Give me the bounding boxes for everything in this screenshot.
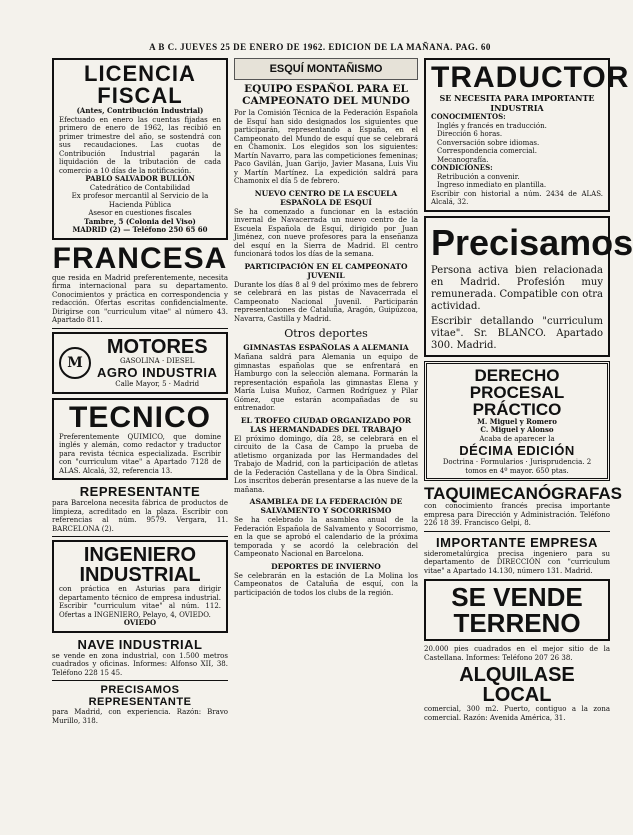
ad-motores — [52, 332, 228, 394]
ad-line: Inglés y francés en traducción. — [437, 121, 547, 130]
ad-traductor — [424, 58, 630, 212]
ad-derecho-procesal — [424, 361, 610, 482]
divider — [424, 531, 610, 532]
ad-author: M. Miguel y Romero — [477, 416, 557, 426]
column-center — [234, 58, 418, 827]
ad-title: Precisamos — [431, 221, 633, 263]
headline: EQUIPO ESPAÑOL PARA EL CAMPEONATO DEL MUNDO — [242, 83, 410, 107]
article-paragraph: Se ha celebrado la asamblea anual de la Federación Española de Salvamento y Socorrismo, en la que se aprobó el calendario de la próxima temporada y se acordó la celebración del Campeonato Nacional en Barcelona. — [234, 516, 418, 558]
ad-body: con práctica en Asturias para dirigir departamento técnico de empresa industrial. Escribir "curriculum vitae" al núm. 112. Ofertas a INGENIERO, Pelayo, 4, OVIEDO. — [59, 585, 221, 619]
ad-body: Escribir detallando "curriculum vitae". Sr. BLANCO. Apartado 300. Madrid. — [431, 315, 603, 351]
ad-nave-body: se vende en zona industrial, con 1.500 metros cuadrados y oficinas. Informes: Alfonso XII, 38. Teléfono 228 15 45. — [52, 651, 228, 677]
subheading: ASAMBLEA DE LA FEDERACIÓN DE SALVAMENTO Y SOCORRISMO — [249, 497, 403, 515]
ad-empresa-body: siderometalúrgica precisa ingeniero para su departamento de DIRECCIÓN con "curriculum vitae" a Apartado 14.130, número 131. Madrid. — [424, 549, 610, 575]
divider — [52, 328, 228, 329]
ad-line: Dirección 6 horas. — [437, 130, 503, 138]
ad-empresa-title: IMPORTANTE EMPRESA — [436, 534, 598, 550]
ad-line: Ingreso inmediato en plantilla. — [437, 181, 547, 189]
ad-line: Correspondencia comercial. — [437, 147, 537, 155]
section-title: Otros deportes — [284, 327, 368, 340]
ad-precisamos-rep-body: para Madrid, con experiencia. Razón: Bravo Murillo, 318. — [52, 708, 228, 725]
subheading: PARTICIPACIÓN EN EL CAMPEONATO JUVENIL — [244, 261, 408, 280]
subheading: EL TROFEO CIUDAD ORGANIZADO POR LAS HERMANDADES DEL TRABAJO — [240, 415, 412, 434]
ad-representante-title: REPRESENTANTE — [79, 484, 201, 499]
ad-francesa-body: que resida en Madrid preferentemente, necesita firma internacional para su departamento. Conocimientos y práctica en correspondencia y redacción. Ofertas escritas confidencialmente. Dirigirse con "curriculum vitae" al número 43. Apartado 811. — [52, 273, 228, 324]
ad-title: DERECHO PROCESAL PRÁCTICO — [469, 365, 565, 419]
ad-terreno-body: 20.000 pies cuadrados en el mejor sitio de la Castellana. Informes: Teléfono 207 26 38. — [424, 645, 610, 662]
article-paragraph: Por la Comisión Técnica de la Federación Española de Esquí han sido designados los siguientes que participarán, representando a España, en el Campeonato del Mundo de esquí que se celebrará en Chamonix. Los elegidos son los siguientes: Martín Navarro, para las competiciones femeninas; Paco Gavilán, Juan Garijo, Javier Masana, Luis Viu y Martín Martínez. La expedición saldrá para Chamonix el día 5 de febrero. — [234, 109, 418, 185]
ad-local-body: comercial, 300 m2. Puerto, contiguo a la zona comercial. Razón: Avenida América, 31. — [424, 705, 610, 722]
subheading: GIMNASTAS ESPAÑOLAS A ALEMANIA — [243, 343, 409, 352]
ad-title: SE VENDE TERRENO — [451, 582, 583, 638]
ad-licencia-fiscal — [52, 58, 228, 240]
ad-line: Ex profesor mercantil al Servicio de la Hacienda Pública — [71, 192, 209, 209]
ad-precisamos-rep-title: PRECISAMOS REPRESENTANTE — [88, 684, 192, 708]
ad-tecnico — [52, 398, 228, 481]
ad-ingeniero — [52, 540, 228, 633]
article-paragraph: Mañana saldrá para Alemania un equipo de gimnastas españolas que se enfrentará en Hamburgo con la selección alemana. Formarán la representación española las gimnastas Elena y María Luisa Muñoz, Carmen Rodríguez y Pilar Gómez, que estarán acompañadas de su entrenador. — [234, 353, 418, 412]
ad-line: Mecanografía. — [437, 155, 489, 164]
column-right — [424, 58, 633, 827]
ad-title: TRADUCTOR — [431, 61, 630, 94]
ad-title: TECNICO — [69, 400, 211, 434]
ad-title: LICENCIA FISCAL — [84, 61, 196, 108]
divider — [52, 680, 228, 681]
ad-body: Doctrina · Formularios · Jurisprudencia. 2 tomos en 4º mayor. 650 ptas. — [442, 458, 592, 475]
page-header: A B C. JUEVES 25 DE ENERO DE 1962. EDICION DE LA MAÑANA. PAG. 60 — [149, 42, 491, 52]
ad-nave-title: NAVE INDUSTRIAL — [77, 636, 203, 652]
ad-body: Efectuado en enero las cuentas fijadas en primero de enero de 1962, las recibió en primer trimestre del año, se sostendrá con sus recaudaciones. Las cuotas de Contribución Industrial pagarán la liquidación de la tributación de cada comercio a 10 días de la notificación. — [59, 115, 221, 175]
ad-line: Retribución a convenir. — [437, 172, 520, 181]
ad-body: Persona activa bien relacionada en Madrid. Profesión muy remunerada. Compatible con otra actividad. — [431, 264, 603, 312]
ad-contact: PABLO SALVADOR BULLÓN — [85, 174, 195, 183]
ad-edition: DÉCIMA EDICIÓN — [459, 443, 575, 458]
article-paragraph: El próximo domingo, día 28, se celebrará en el circuito de la Casa de Campo la prueba de atletismo organizada por las Hermandades del Trabajo de Madrid, con la participación de atletas de la Federación Castellana y de la Obra Sindical. Los inscritos deberán presentarse a las nueve de la mañana. — [234, 434, 418, 494]
ad-title: INGENIERO INDUSTRIAL — [79, 544, 201, 586]
ad-title-2: AGRO INDUSTRIA — [97, 365, 218, 380]
ad-taquimeca-title: TAQUIMECANÓGRAFAS — [424, 484, 623, 503]
ad-subtitle: (Antes, Contribución Industrial) — [76, 106, 204, 115]
article-paragraph: Se ha comenzado a funcionar en la estación invernal de Navacerrada un nuevo centro de la Escuela Española de Esquí, dirigido por Juan Jiménez, con nueve profesores para la enseñanza del esquí en la Sierra de Madrid. El centro funcionará todos los días de la semana. — [234, 207, 418, 258]
ad-line: Escribir con historial a núm. 2434 de ALAS. Alcalá, 32. — [431, 189, 603, 206]
ad-body: Preferentemente QUIMICO, que domine inglés y alemán, como redactor y traductor para revista técnica especializada. Escribir con "curriculum vitae" a Apartado 7128 de ALAS. Alcalá, 32, referencia 13. — [59, 432, 221, 475]
motores-logo: M — [59, 347, 91, 379]
subheading: NUEVO CENTRO DE LA ESCUELA ESPAÑOLA DE ESQUÍ — [254, 188, 398, 207]
subheading: DEPORTES DE INVIERNO — [271, 561, 381, 571]
ad-title: MOTORES — [106, 335, 208, 358]
sports-banner: ESQUÍ MONTAÑISMO — [234, 58, 418, 80]
ad-taquimeca-body: con conocimiento francés precisa importante empresa para Dirección y Administración. Teléfono 226 18 39. Francisco Gelpi, 8. — [424, 502, 610, 527]
ad-precisamos — [424, 216, 633, 357]
ad-key: CONDICIONES: — [431, 163, 493, 172]
ad-address: Tambre, 5 (Colonia del Viso) — [84, 216, 196, 226]
article-paragraph: Durante los días 8 al 9 del próximo mes de febrero se celebrará en las pistas de Navacerrada el Campeonato Nacional Juvenil. Participarán representaciones de Cataluña, Aragón, Guipúzcoa, Navarra, Castilla y Madrid. — [234, 280, 418, 323]
column-left — [52, 58, 228, 827]
ad-francesa-title: FRANCESA — [52, 241, 228, 275]
article-paragraph: Se celebrarán en la estación de La Molina los Campeonatos de Cataluña de esquí, con la participación de todos los clubs de la región. — [234, 571, 418, 597]
ad-key: CONOCIMIENTOS: — [431, 112, 506, 121]
ad-representante-body: para Barcelona necesita fábrica de productos de limpieza, acreditado en la plaza. Escribir con referencias al núm. 9579. Vergara, 11. BARCELONA (2). — [52, 499, 228, 533]
ad-phone: MADRID (2) — Teléfono 250 65 60 — [72, 225, 208, 234]
ad-line: Calle Mayor, 5 · Madrid — [115, 380, 200, 388]
ad-line: GASOLINA · DIESEL — [119, 356, 195, 365]
ad-city: OVIEDO — [123, 618, 157, 627]
ad-terreno — [424, 579, 610, 641]
divider — [52, 536, 228, 537]
ad-line: Conversación sobre idiomas. — [437, 138, 540, 147]
ad-line: Acaba de aparecer la — [479, 434, 555, 443]
ad-author: C. Miguel y Alonso — [480, 425, 554, 434]
ad-local-title: ALQUILASE LOCAL — [459, 664, 575, 706]
ad-role: Catedrático de Contabilidad — [89, 183, 191, 192]
ad-line: Asesor en cuestiones fiscales — [88, 209, 192, 217]
ad-subtitle: SE NECESITA PARA IMPORTANTE INDUSTRIA — [439, 93, 595, 113]
